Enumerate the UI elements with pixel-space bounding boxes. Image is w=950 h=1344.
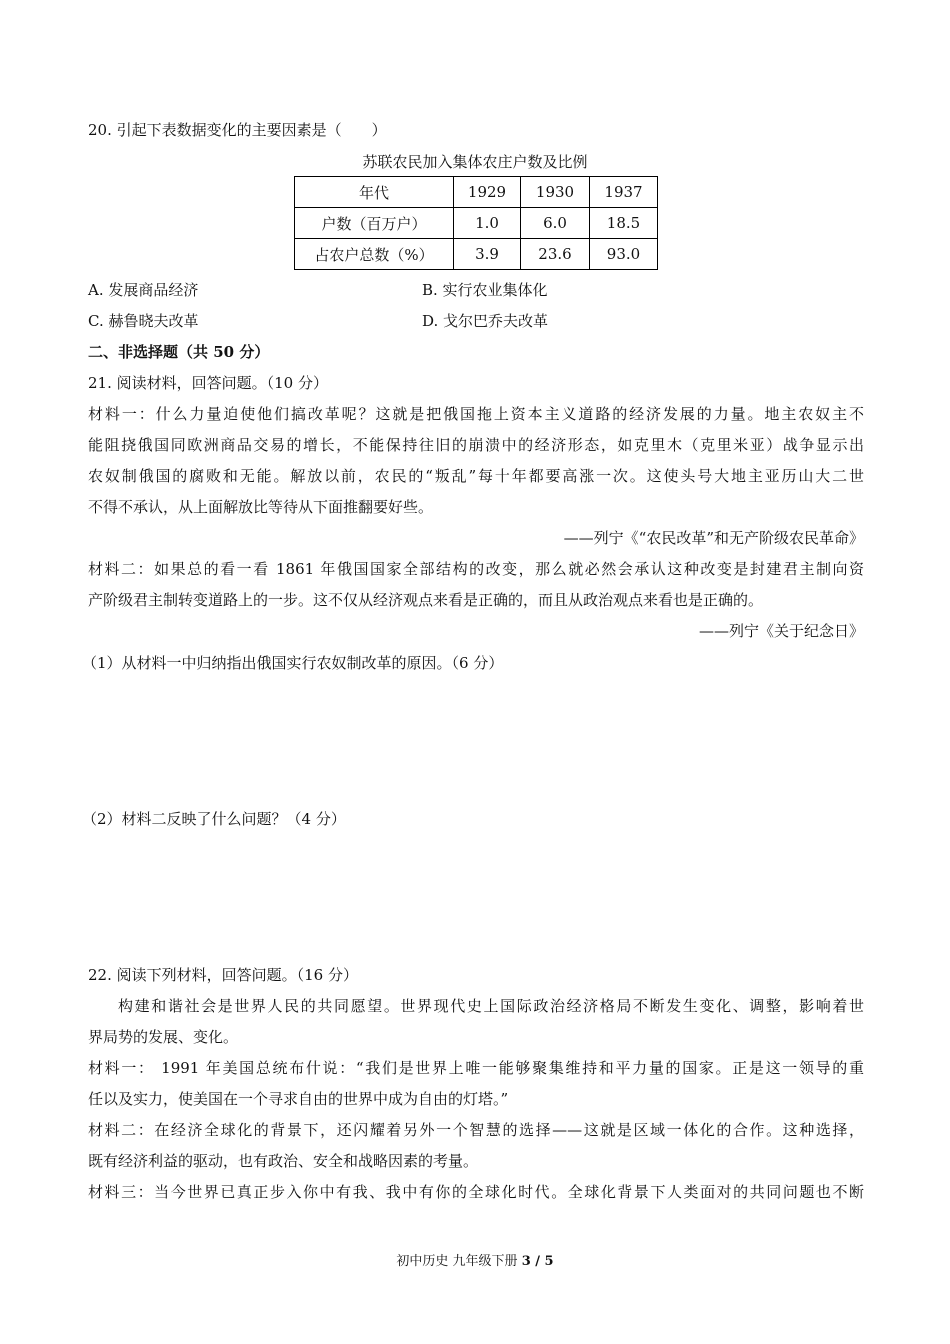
table-row	[295, 239, 658, 270]
q21-stem: 21. 阅读材料，回答问题。（10 分）	[88, 374, 328, 392]
q21-material1-line: 材料一：什么力量迫使他们搞改革呢？这就是把俄国拖上资本主义道路的经济发展的力量。地主农奴主不	[88, 405, 864, 423]
option-c: C. 赫鲁晓夫改革	[88, 312, 199, 330]
table-cell: 1.0	[454, 208, 521, 239]
q21-sub2: （2）材料二反映了什么问题？（4 分）	[82, 810, 346, 828]
q21-material2-line: 材料二：如果总的看一看 1861 年俄国国家全部结构的改变，那么就必然会承认这种改变是封建君主制向资	[88, 560, 864, 578]
table-cell: 1930	[521, 177, 590, 208]
q21-material2-line: 产阶级君主制转变道路上的一步。这不仅从经济观点来看是正确的，而且从政治观点来看也是正确的。	[88, 591, 764, 609]
table-title: 苏联农民加入集体农庄户数及比例	[362, 153, 588, 171]
collective-farm-table	[294, 176, 658, 270]
q21-material1-line: 能阻挠俄国同欧洲商品交易的增长，不能保持往旧的崩溃中的经济形态，如克里木（克里米亚）战争显示出	[88, 436, 864, 454]
q22-material1-line: 任以及实力，使美国在一个寻求自由的世界中成为自由的灯塔。”	[88, 1090, 509, 1108]
q22-material2-line: 既有经济利益的驱动，也有政治、安全和战略因素的考量。	[88, 1152, 479, 1170]
q21-sub1: （1）从材料一中归纳指出俄国实行农奴制改革的原因。（6 分）	[82, 654, 504, 672]
table-cell: 3.9	[454, 239, 521, 270]
table-cell: 1929	[454, 177, 521, 208]
page-number: 3 / 5	[521, 1254, 554, 1269]
table-row	[295, 208, 658, 239]
table-cell: 23.6	[521, 239, 590, 270]
footer-label: 初中历史 九年级下册	[396, 1254, 522, 1269]
q22-material1-line: 材料一： 1991 年美国总统布什说：“我们是世界上唯一能够聚集维持和平力量的国家。正是这一领导的重	[88, 1059, 864, 1077]
option-b: B. 实行农业集体化	[422, 281, 548, 299]
option-d: D. 戈尔巴乔夫改革	[422, 312, 549, 330]
option-a: A. 发展商品经济	[88, 281, 199, 299]
q22-material2-line: 材料二：在经济全球化的背景下，还闪耀着另外一个智慧的选择——这就是区域一体化的合作。这种选择，	[88, 1121, 864, 1139]
table-cell: 18.5	[590, 208, 658, 239]
table-cell: 户数（百万户）	[295, 208, 454, 239]
page-footer	[0, 1252, 950, 1272]
q21-material1-source: ——列宁《“农民改革”和无产阶级农民革命》	[563, 529, 864, 547]
table-header-row	[295, 177, 658, 208]
q21-material1-line: 农奴制俄国的腐败和无能。解放以前，农民的“叛乱”每十年都要高涨一次。这使头号大地主亚历山大二世	[88, 467, 864, 485]
q21-material1-line: 不得不承认，从上面解放比等待从下面推翻要好些。	[88, 498, 434, 516]
q22-intro-line: 界局势的发展、变化。	[88, 1028, 239, 1046]
table-cell: 占农户总数（%）	[295, 239, 454, 270]
table-cell: 93.0	[590, 239, 658, 270]
q21-material2-source: ——列宁《关于纪念日》	[698, 622, 864, 640]
q22-intro-line: 构建和谐社会是世界人民的共同愿望。世界现代史上国际政治经济格局不断发生变化、调整，影响着世	[118, 997, 864, 1015]
q22-material3-line: 材料三：当今世界已真正步入你中有我、我中有你的全球化时代。全球化背景下人类面对的共同问题也不断	[88, 1183, 864, 1201]
section-title: 二、非选择题（共 50 分）	[88, 343, 270, 361]
table-cell: 1937	[590, 177, 658, 208]
q20-stem: 20. 引起下表数据变化的主要因素是（ ）	[88, 121, 387, 139]
table-cell: 6.0	[521, 208, 590, 239]
table-cell: 年代	[295, 177, 454, 208]
q22-stem: 22. 阅读下列材料，回答问题。（16 分）	[88, 966, 358, 984]
